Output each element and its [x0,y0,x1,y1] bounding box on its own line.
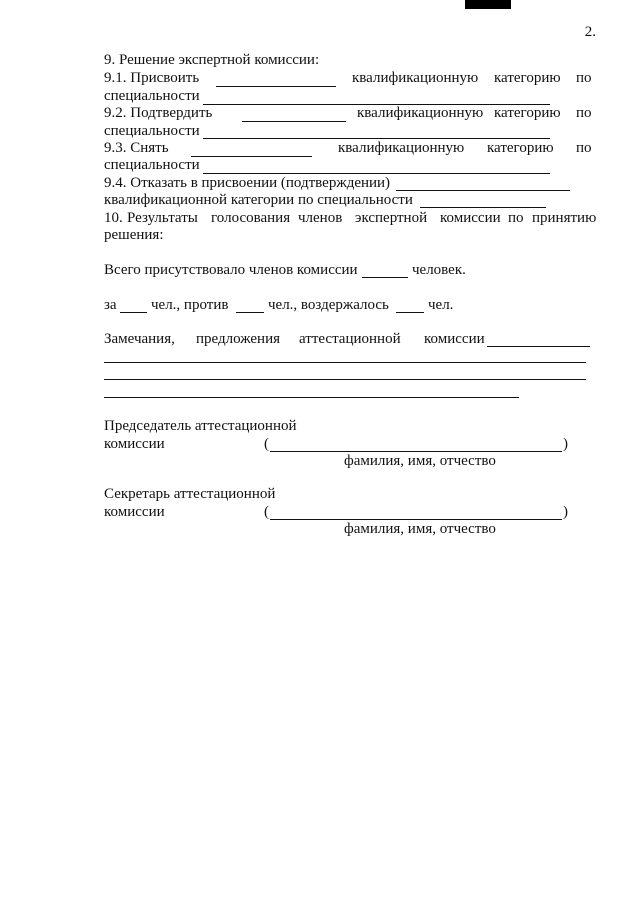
votes-blank2 [236,312,264,313]
item92-category-blank [242,121,346,122]
item92-word2: категорию [494,105,561,121]
item91-lead: 9.1. Присвоить [104,70,200,86]
present-suffix: человек. [412,262,466,278]
section10-word: голосования [211,210,291,226]
present-blank [362,277,408,278]
present-prefix: Всего присутствовало членов комиссии [104,262,358,278]
item92-spec-blank [203,138,550,139]
secretary-signature-line [270,519,562,520]
item91-category-blank [216,86,336,87]
section10-word: членов [298,210,343,226]
item91-word2: категорию [494,70,561,86]
chair-caption: фамилия, имя, отчество [344,453,496,469]
remarks-line [104,379,586,380]
section10-word: принятию [532,210,597,226]
item94-line1: 9.4. Отказать в присвоении (подтверждении) [104,175,391,191]
secretary-close-paren: ) [563,504,568,520]
remarks-word: аттестационной [299,331,401,347]
item93-word2: категорию [487,140,554,156]
chair-line2: комиссии [104,436,165,452]
item93-word3: по [576,140,592,156]
item91-spec: специальности [104,88,200,104]
secretary-line2: комиссии [104,504,165,520]
votes-blank3 [396,312,424,313]
remarks-word: предложения [196,331,281,347]
item93-spec: специальности [104,157,200,173]
item92-word3: по [576,105,592,121]
item92-word1: квалификационную [357,105,484,121]
section10-word: по [508,210,524,226]
votes-chel1: чел., против [151,297,229,313]
chair-line1: Председатель аттестационной [104,418,297,434]
redaction-mark [465,0,511,9]
section10-line2: решения: [104,227,164,243]
section10-word: Результаты [127,210,198,226]
secretary-open-paren: ( [264,504,269,520]
item93-lead: 9.3. Снять [104,140,169,156]
section10-word: комиссии [440,210,501,226]
section10-word: 10. [104,210,123,226]
page-number: 2. [584,24,596,40]
item94-blank2 [420,207,546,208]
section10-word: экспертной [355,210,428,226]
secretary-caption: фамилия, имя, отчество [344,521,496,537]
item91-word1: квалификационную [352,70,479,86]
remarks-blank [487,346,590,347]
item91-word3: по [576,70,592,86]
chair-open-paren: ( [264,436,269,452]
chair-signature-line [270,451,562,452]
section9-title: 9. Решение экспертной комиссии: [104,52,320,68]
votes-za: за [104,297,117,313]
votes-chel3: чел. [428,297,454,313]
chair-close-paren: ) [563,436,568,452]
votes-blank1 [120,312,147,313]
item94-line2: квалификационной категории по специальности [104,192,413,208]
item94-blank1 [396,190,570,191]
item92-lead: 9.2. Подтвердить [104,105,213,121]
remarks-word: Замечания, [104,331,175,347]
item92-spec: специальности [104,123,200,139]
item93-word1: квалификационную [338,140,465,156]
secretary-line1: Секретарь аттестационной [104,486,276,502]
item93-spec-blank [203,173,550,174]
votes-chel2: чел., воздержалось [268,297,389,313]
remarks-line [104,362,586,363]
item93-category-blank [191,156,312,157]
remarks-word: комиссии [424,331,485,347]
remarks-line [104,397,519,398]
